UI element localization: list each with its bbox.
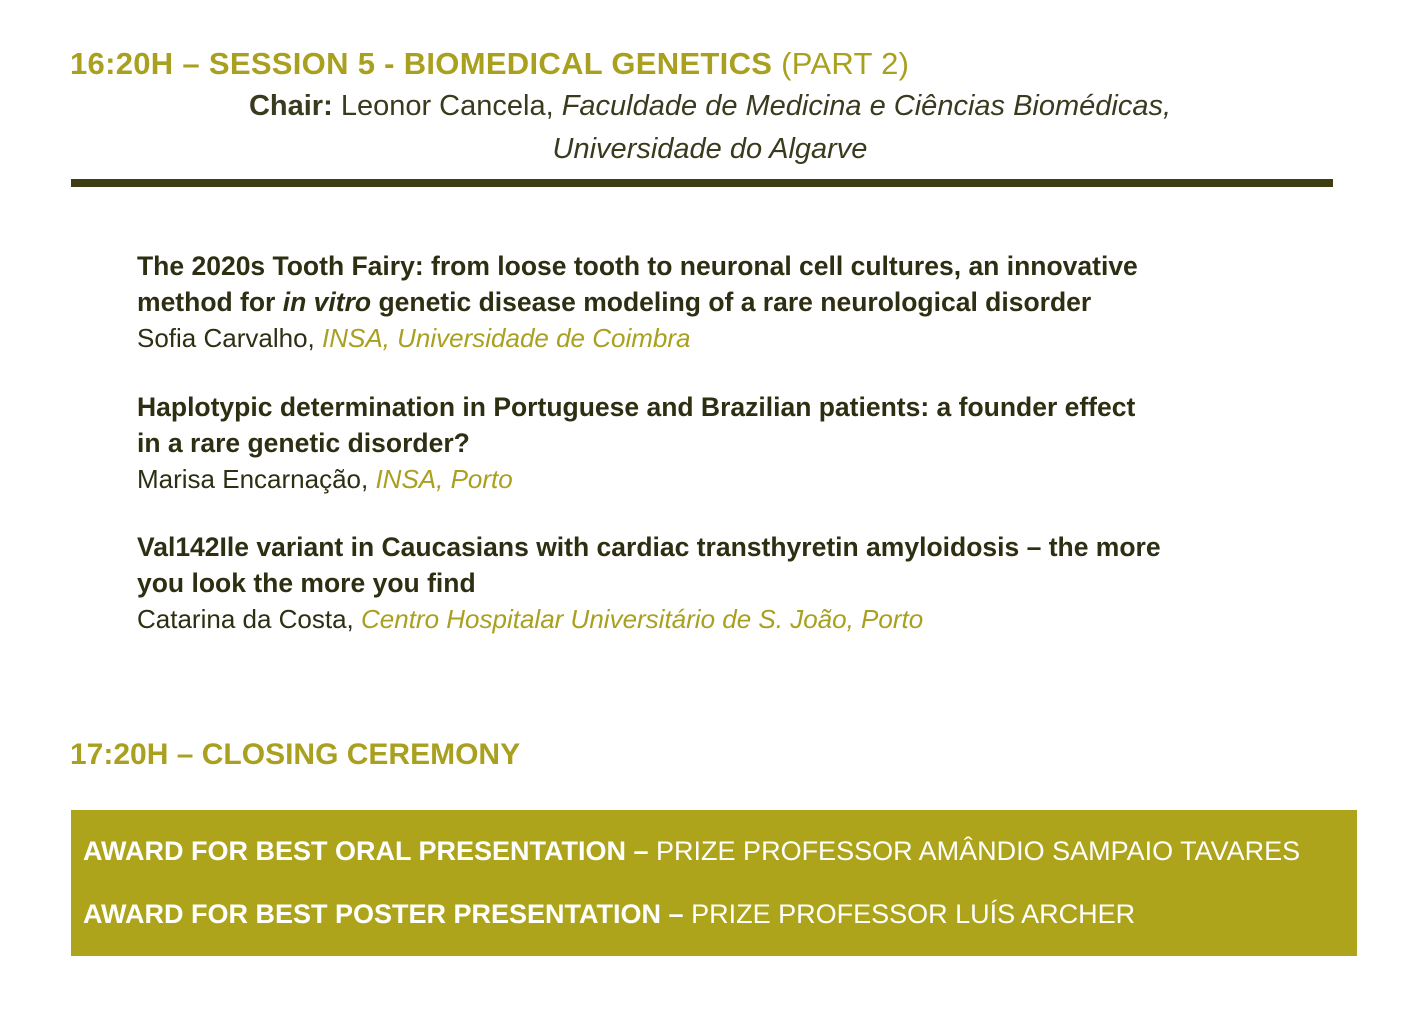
talk-title-line-2: in a rare genetic disorder? [137, 428, 470, 458]
session-heading [70, 46, 909, 82]
talk-title-line-1: Val142Ile variant in Caucasians with cardiac transthyretin amyloidosis – the more [137, 532, 1161, 562]
chair-institution: Faculdade de Medicina e Ciências Biomédicas, [561, 90, 1172, 122]
talk-title-line-1: The 2020s Tooth Fairy: from loose tooth to neuronal cell cultures, an innovative [137, 251, 1138, 281]
session-separator-2: - [375, 46, 404, 81]
closing-ceremony-heading: 17:20H – CLOSING CEREMONY [70, 738, 521, 771]
talk-item [137, 529, 1337, 637]
award-prize: PRIZE PROFESSOR LUÍS ARCHER [683, 899, 1136, 929]
talk-title-line-2: you look the more you find [137, 568, 476, 598]
session-part: (PART 2) [772, 46, 910, 81]
award-label: AWARD FOR BEST POSTER PRESENTATION – [83, 899, 684, 929]
chair-line-1 [130, 85, 1290, 128]
talk-title-line-1: Haplotypic determination in Portuguese and Brazilian patients: a founder effect [137, 392, 1136, 422]
talk-title-text: genetic disease modeling of a rare neurological disorder [371, 287, 1092, 317]
talk-affiliation: INSA, Universidade de Coimbra [321, 323, 691, 353]
talk-author: Sofia Carvalho, [137, 323, 322, 353]
session-chair [130, 85, 1290, 171]
section-divider [71, 179, 1333, 187]
awards-panel [71, 810, 1357, 956]
talk-title-text: method for [137, 287, 283, 317]
talk-title-line-2 [137, 284, 1337, 320]
talk-item [137, 248, 1337, 356]
talk-title [137, 248, 1337, 320]
award-label: AWARD FOR BEST ORAL PRESENTATION – [83, 836, 649, 866]
chair-label: Chair: [248, 90, 333, 122]
award-item [83, 836, 1300, 867]
talk-author-line [137, 601, 1337, 637]
chair-institution-line-2: Universidade do Algarve [552, 133, 868, 165]
talk-title-italic: in vitro [282, 287, 372, 317]
talk-item [137, 389, 1337, 497]
award-item [83, 899, 1135, 930]
chair-name: Leonor Cancela, [332, 90, 562, 122]
session-separator: – [173, 46, 209, 81]
talk-affiliation: INSA, Porto [375, 464, 513, 494]
talk-title [137, 389, 1337, 461]
session-number: SESSION 5 [208, 46, 376, 81]
session-time: 16:20H [70, 46, 174, 81]
talk-author: Catarina da Costa, [137, 604, 362, 634]
session-name: BIOMEDICAL GENETICS [403, 46, 773, 81]
award-prize: PRIZE PROFESSOR AMÂNDIO SAMPAIO TAVARES [648, 836, 1301, 866]
talk-author: Marisa Encarnação, [137, 464, 376, 494]
talk-title [137, 529, 1337, 601]
talk-author-line [137, 320, 1337, 356]
talk-affiliation: Centro Hospitalar Universitário de S. João, Porto [361, 604, 924, 634]
talk-author-line [137, 461, 1337, 497]
